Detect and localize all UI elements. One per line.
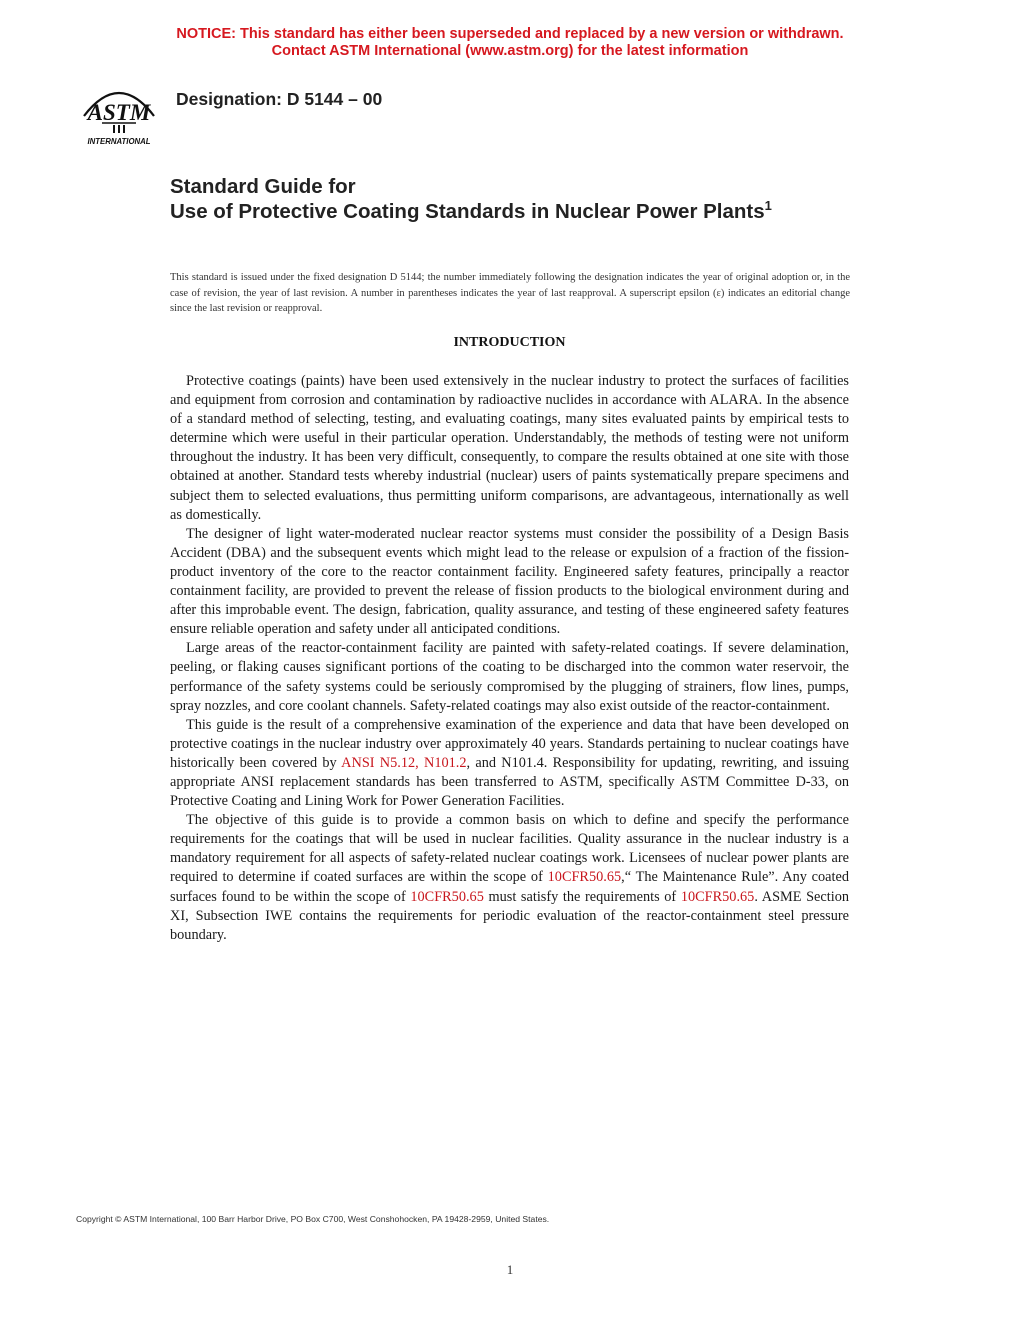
title-footnote-mark: 1 xyxy=(764,198,772,213)
paragraph: Large areas of the reactor-containment facility are painted with safety-related coatings. If severe delamination, peeling, or flaking causes significant portions of the coating to be discharged into the common water reservoir, the performance of the safety systems could be seriously compromised by the plugging of strainers, flow lines, pumps, spray nozzles, and core coolant channels. Safety-related coatings may also exist outside of the reactor-containment. xyxy=(170,640,849,714)
paragraph-text: ,“ The Maintenance Rule”. Any coated surfaces found to be within the scope of xyxy=(170,869,849,905)
cfr-reference-link[interactable]: 10CFR50.65 xyxy=(547,869,622,886)
title-line-2 xyxy=(170,199,810,224)
paragraph-text: , and N101.4. Responsibility for updating, rewriting, and issuing appropriate ANSI replacement standards has been transferred to ASTM, specifically ASTM Committee D-33, on Protective Coating and Lining Work for Power Generation Facilities. xyxy=(170,754,850,810)
logo-label: INTERNATIONAL xyxy=(87,137,151,146)
designation: Designation: D 5144 – 00 xyxy=(176,89,383,109)
copyright-footer: Copyright © ASTM International, 100 Barr Harbor Drive, PO Box C700, West Conshohocken, PA 19428-2959, United States. xyxy=(76,1214,550,1224)
paragraph-text: The objective of this guide is to provide a common basis on which to define and specify the performance requirements for the coatings that will be used in nuclear facilities. Quality assurance in the nuclear industry is a mandatory requirement for all aspects of safety-related nuclear coatings work. Licensees of nuclear power plants are required to determine if coated surfaces are within the scope of xyxy=(170,812,849,886)
paragraph: Protective coatings (paints) have been used extensively in the nuclear industry to protect the surfaces of facilities and equipment from corrosion and contamination by radioactive nuclides in accordance with ALARA. In the absence of a standard method of selecting, testing, and evaluating coatings, many sites evaluated paints by empirical tests to determine which were useful in their particular operation. Understandably, the methods of testing were not uniform throughout the industry. It has been very difficult, consequently, to compare the results obtained at one site with those obtained at another. Standard tests whereby industrial (nuclear) users of paints systematically prepare specimens and subject them to selected evaluations, thus permitting uniform comparisons, are advantageous, internationally as well as domestically. xyxy=(170,373,849,523)
paragraph: The designer of light water-moderated nuclear reactor systems must consider the possibility of a Design Basis Accident (DBA) and the subsequent events which might lead to the release or expulsion of a fraction of the fission-product inventory of the core to the reactor containment facility. Engineered safety features, principally a reactor containment facility, are provided to prevent the release of fission products to the biological environment during and after this improbable event. The design, fabrication, quality assurance, and testing of these engineered safety features ensure reliable operation and safety under all anticipated conditions. xyxy=(170,525,849,638)
notice-line-2: Contact ASTM International (www.astm.org) for the latest information xyxy=(271,43,749,59)
paragraph xyxy=(170,811,849,945)
withdrawal-notice xyxy=(0,26,1020,60)
introduction-body xyxy=(170,372,849,945)
cfr-reference-link[interactable]: 10CFR50.65 xyxy=(410,888,484,905)
notice-line-1: NOTICE: This standard has either been superseded and replaced by a new version or withdrawn. xyxy=(176,26,844,42)
astm-logo xyxy=(78,76,160,148)
paragraph-text: must satisfy the requirements of xyxy=(483,888,681,905)
cfr-reference-link[interactable]: 10CFR50.65 xyxy=(680,888,755,905)
ansi-reference-link[interactable]: ANSI N5.12, N101.2 xyxy=(341,754,467,771)
title-main: Use of Protective Coating Standards in Nuclear Power Plants xyxy=(170,200,765,223)
paragraph-text: This guide is the result of a comprehensive examination of the experience and data that have been developed on protective coatings in the nuclear industry over approximately 40 years. Standards pertaining to nuclear coatings have historically been covered by xyxy=(170,716,849,771)
page-number: 1 xyxy=(506,1262,514,1277)
document-title xyxy=(170,174,810,224)
issued-note: This standard is issued under the fixed designation D 5144; the number immediately following the designation indicates the year of original adoption or, in the case of revision, the year of last revision. A number in parentheses indicates the year of last reapproval. A superscript epsilon (ε) indicates an editorial change since the last revision or reapproval. xyxy=(170,272,850,314)
logo-letters: ASTM xyxy=(87,100,151,125)
introduction-heading: INTRODUCTION xyxy=(453,335,566,350)
title-line-1: Standard Guide for xyxy=(170,175,356,198)
paragraph xyxy=(170,716,849,811)
paragraph-text: . ASME Section XI, Subsection IWE contains the requirements for periodic evaluation of the reactor-containment steel pressure boundary. xyxy=(170,888,849,943)
